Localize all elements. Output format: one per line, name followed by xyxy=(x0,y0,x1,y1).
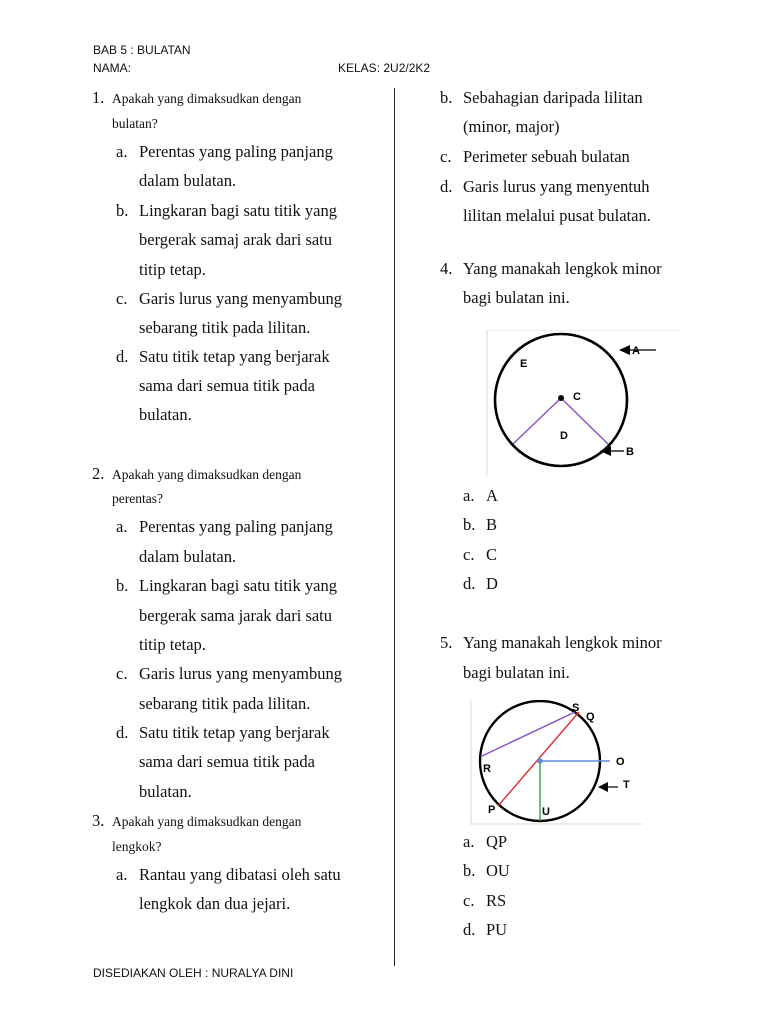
q2-question-cont: perentas? xyxy=(112,491,163,506)
q4-option-a[interactable]: A xyxy=(486,486,498,505)
q5-arrow-t-head xyxy=(598,782,608,792)
q2-option-a[interactable]: Perentas yang paling panjang xyxy=(139,517,333,536)
q4-option-b[interactable]: B xyxy=(486,515,498,534)
q1-option-c-label: c. xyxy=(116,289,128,308)
q3-option-a-label: a. xyxy=(116,865,128,884)
q5-label-u: U xyxy=(542,806,550,818)
q2-option-c-label: c. xyxy=(116,664,128,683)
q2-question: Apakah yang dimaksudkan dengan xyxy=(112,467,302,482)
q5-question-cont: bagi bulatan ini. xyxy=(463,663,570,682)
q4-radius-right xyxy=(561,398,608,444)
q5-label-t: T xyxy=(623,779,630,791)
q3-number: 3. xyxy=(92,811,105,830)
q4-question: Yang manakah lengkok minor xyxy=(463,259,662,278)
q1-option-c[interactable]: Garis lurus yang menyambung xyxy=(139,289,343,308)
q1-option-b-cont: bergerak samaj arak dari satu xyxy=(139,230,333,249)
q3-option-c-label: c. xyxy=(440,147,452,166)
q5-label-p: P xyxy=(488,804,496,816)
q1-option-b-cont2: titip tetap. xyxy=(139,260,206,279)
q4-centre-point xyxy=(558,395,564,401)
q1-option-d-cont2: bulatan. xyxy=(139,405,192,424)
q2-option-d[interactable]: Satu titik tetap yang berjarak xyxy=(139,723,330,742)
q5-option-c[interactable]: RS xyxy=(486,891,507,910)
chapter-title: BAB 5 : BULATAN xyxy=(93,43,191,57)
q4-number: 4. xyxy=(440,259,453,278)
q4-label-e: E xyxy=(520,358,528,370)
q4-radius-left xyxy=(513,398,561,444)
q4-question-cont: bagi bulatan ini. xyxy=(463,288,570,307)
q2-option-b-label: b. xyxy=(116,576,129,595)
q1-option-a-label: a. xyxy=(116,142,128,161)
q5-option-c-label: c. xyxy=(463,891,475,910)
name-label: NAMA: xyxy=(93,61,132,75)
q1-option-b[interactable]: Lingkaran bagi satu titik yang xyxy=(139,201,337,220)
q1-option-a[interactable]: Perentas yang paling panjang xyxy=(139,142,333,161)
q4-label-b: B xyxy=(626,446,634,458)
q4-option-c[interactable]: C xyxy=(486,545,498,564)
q2-option-d-cont: sama dari semua titik pada xyxy=(139,752,315,771)
q2-number: 2. xyxy=(92,464,105,483)
q5-circle-diagram xyxy=(470,700,642,825)
q3-option-a-cont: lengkok dan dua jejari. xyxy=(139,894,291,913)
q5-option-a[interactable]: QP xyxy=(486,832,508,851)
q3-option-c[interactable]: Perimeter sebuah bulatan xyxy=(463,147,630,166)
q2-option-c[interactable]: Garis lurus yang menyambung xyxy=(139,664,343,683)
q2-option-b-cont2: titip tetap. xyxy=(139,635,206,654)
q3-option-b-label: b. xyxy=(440,88,453,107)
q3-option-d[interactable]: Garis lurus yang menyentuh xyxy=(463,177,650,196)
q4-option-b-label: b. xyxy=(463,515,476,534)
q5-label-s: S xyxy=(572,702,580,714)
q2-option-b-cont: bergerak sama jarak dari satu xyxy=(139,606,333,625)
q2-option-d-label: d. xyxy=(116,723,129,742)
q4-option-d-label: d. xyxy=(463,574,476,593)
q1-number: 1. xyxy=(92,88,105,107)
q5-label-r: R xyxy=(483,763,491,775)
footer-prepared-by: DISEDIAKAN OLEH : NURALYA DINI xyxy=(93,966,294,980)
q4-option-c-label: c. xyxy=(463,545,475,564)
q1-option-b-label: b. xyxy=(116,201,129,220)
q5-number: 5. xyxy=(440,633,453,652)
class-label: KELAS: 2U2/2K2 xyxy=(338,61,431,75)
q3-question: Apakah yang dimaksudkan dengan xyxy=(112,814,302,829)
q5-label-o: O xyxy=(616,756,625,768)
q5-option-a-label: a. xyxy=(463,832,475,851)
q5-question: Yang manakah lengkok minor xyxy=(463,633,662,652)
q1-option-c-cont: sebarang titik pada lilitan. xyxy=(139,318,311,337)
q1-question-cont: bulatan? xyxy=(112,116,158,131)
q5-centre-point xyxy=(537,758,543,764)
q4-label-a: A xyxy=(632,345,640,357)
q5-option-d[interactable]: PU xyxy=(486,920,508,939)
q3-question-cont: lengkok? xyxy=(112,839,162,854)
q5-option-b-label: b. xyxy=(463,861,476,880)
q4-arrow-a-head xyxy=(619,345,630,355)
q4-option-d[interactable]: D xyxy=(486,574,498,593)
q3-option-d-label: d. xyxy=(440,177,453,196)
q1-option-d[interactable]: Satu titik tetap yang berjarak xyxy=(139,347,330,366)
q1-option-d-label: d. xyxy=(116,347,129,366)
q1-option-a-cont: dalam bulatan. xyxy=(139,171,237,190)
q2-option-c-cont: sebarang titik pada lilitan. xyxy=(139,694,311,713)
q1-question: Apakah yang dimaksudkan dengan xyxy=(112,91,302,106)
q4-option-a-label: a. xyxy=(463,486,475,505)
q4-label-c: C xyxy=(573,391,581,403)
q5-option-d-label: d. xyxy=(463,920,476,939)
q4-circle-diagram xyxy=(486,330,682,476)
q5-label-q: Q xyxy=(586,711,595,723)
q2-option-a-label: a. xyxy=(116,517,128,536)
q2-option-a-cont: dalam bulatan. xyxy=(139,547,237,566)
q2-option-b[interactable]: Lingkaran bagi satu titik yang xyxy=(139,576,337,595)
q3-option-b[interactable]: Sebahagian daripada lilitan xyxy=(463,88,643,107)
q5-option-b[interactable]: OU xyxy=(486,861,510,880)
q4-label-d: D xyxy=(560,430,568,442)
q3-option-a[interactable]: Rantau yang dibatasi oleh satu xyxy=(139,865,341,884)
column-divider xyxy=(394,88,395,966)
q2-option-d-cont2: bulatan. xyxy=(139,782,192,801)
q1-option-d-cont: sama dari semua titik pada xyxy=(139,376,315,395)
q3-option-d-cont: lilitan melalui pusat bulatan. xyxy=(463,206,651,225)
q3-option-b-cont: (minor, major) xyxy=(463,117,560,136)
